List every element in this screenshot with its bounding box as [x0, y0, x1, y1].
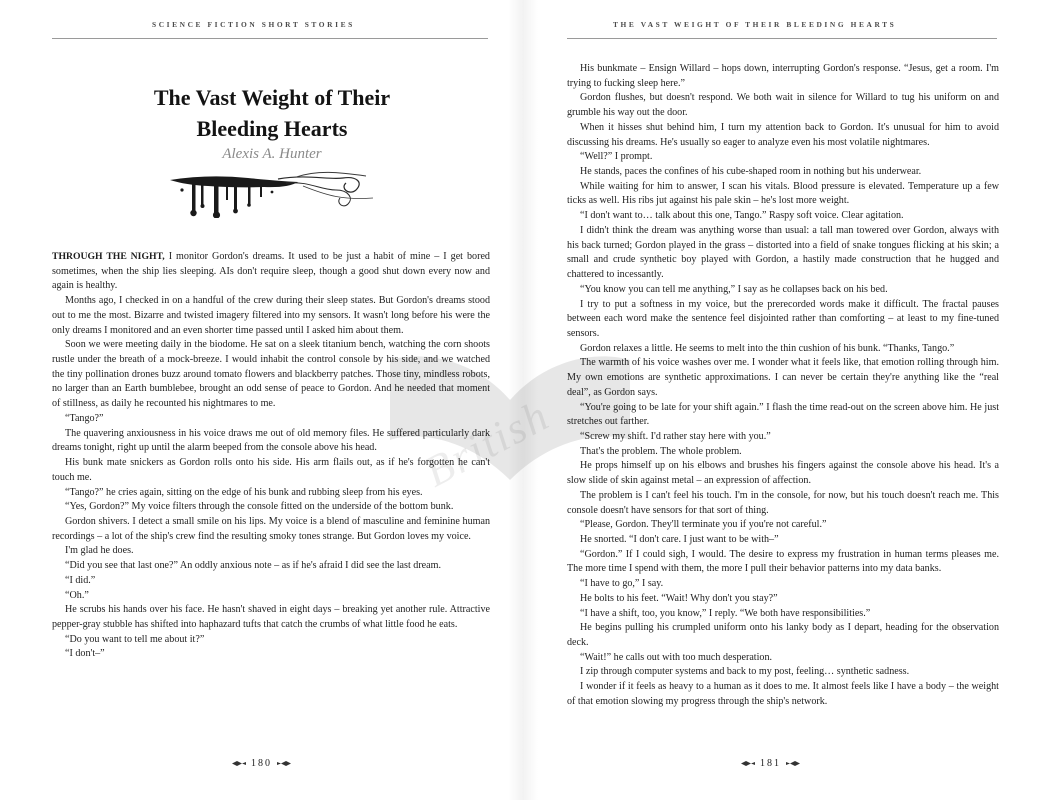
- paragraph: Gordon relaxes a little. He seems to melt into the thin cushion of his bunk. “Thanks, Tango.”: [580, 342, 955, 354]
- paragraph: “I don't–”: [65, 648, 105, 660]
- story-title-line-1: The Vast Weight of Their: [153, 85, 391, 110]
- paragraph: “Yes, Gordon?” My voice filters through the console fitted on the underside of the bottom bunk.: [65, 501, 454, 513]
- paragraph: He stands, paces the confines of his cube-shaped room in nothing but his underwear.: [580, 166, 922, 178]
- page-number-text: 181: [760, 758, 781, 769]
- header-rule-left: [52, 38, 488, 39]
- paragraph: He scrubs his hands over his face. He hasn't shaved in eight days – breaking yet another rule. Attractive pepper-gray stubble has shifted into haphazard tufts that catch the crumbs of what little food he eats.: [52, 604, 490, 630]
- running-head-left: SCIENCE FICTION SHORT STORIES: [152, 20, 355, 29]
- paragraph: “You know you can tell me anything,” I say as he collapses back on his bed.: [580, 283, 888, 295]
- paragraph: “Oh.”: [65, 589, 89, 601]
- paragraph: When it hisses shut behind him, I turn my attention back to Gordon. It's unusual for him to avoid discussing his dreams. He's usually so eager to analyze even his most volatile nightmares.: [567, 121, 999, 148]
- paragraph: He bolts to his feet. “Wait! Why don't you stay?”: [580, 592, 778, 604]
- paragraph: I zip through computer systems and back to my post, feeling… synthetic sadness.: [580, 666, 910, 678]
- right-page-body-text: [567, 62, 999, 710]
- paragraph: “I have a shift, too, you know,” I reply. “We both have responsibilities.”: [580, 607, 871, 619]
- paragraph: “Please, Gordon. They'll terminate you if you're not careful.”: [580, 519, 827, 531]
- page-number-left: [232, 758, 291, 769]
- paragraph: While waiting for him to answer, I scan his vitals. Blood pressure is elevated. Temperature up a few ticks as well. His ribs jut against his pale skin – he's lost more weight.: [567, 180, 999, 207]
- right-page: [523, 0, 1046, 800]
- paragraph: “Gordon.” If I could sigh, I would. The desire to express my frustration in human terms pleases me. The more time I spend with them, the more I pull their behavior patterns into my data banks.: [567, 548, 999, 575]
- paragraph: Months ago, I checked in on a handful of the crew during their sleep states. But Gordon's dreams stood out to me the most. Bizarre and twisted imagery filtered into my sensors. It wasn't long before his were the only dreams I monitored and an even shorter time passed until I asked him about them.: [52, 295, 490, 336]
- paragraph: The problem is I can't feel his touch. I'm in the console, for now, but his touch doesn't reach me. This console doesn't have sensors for that sort of thing.: [567, 489, 999, 516]
- paragraph: “I don't want to… talk about this one, Tango.” Raspy soft voice. Clear agitation.: [580, 210, 904, 222]
- opening-paragraph-text: I monitor Gordon's dreams. It used to be just a habit of mine – I get bored sometimes, when the ship lies sleeping. AIs don't require sleep, though a good shut down every now and again is healthy.: [52, 251, 490, 292]
- story-title-line-2: Bleeding Hearts: [196, 116, 348, 141]
- paragraph: I didn't think the dream was anything worse than usual: a tall man towered over Gordon, always with his back turned; Gordon played in the grass – distorted into a field of snake tongues flicking at his skin; a small and crude synthetic boy played with Gordon, a hastily made construction that he hugged and chattered to incessantly.: [567, 224, 999, 281]
- paragraph: “Tango?” he cries again, sitting on the edge of his bunk and rubbing sleep from his eyes.: [65, 486, 423, 498]
- lead-in-text: THROUGH THE NIGHT,: [52, 251, 165, 262]
- paragraph: “I did.”: [65, 574, 96, 586]
- paragraph: He snorted. “I don't care. I just want to be with–”: [580, 534, 779, 545]
- header-rule-right: [567, 38, 997, 39]
- paragraph: “You're going to be late for your shift again.” I flash the time read-out on the screen above him. He just stretches out farther.: [567, 401, 999, 428]
- paragraph: His bunkmate – Ensign Willard – hops down, interrupting Gordon's response. “Jesus, get a room. I'm trying to fucking sleep here.”: [567, 63, 999, 89]
- paragraph: I wonder if it feels as heavy to a human as it does to me. It almost feels like I have a body – the weight of that emotion slowing my progress through the ship's network.: [567, 681, 999, 707]
- paragraph: That's the problem. The whole problem.: [580, 445, 742, 457]
- paragraph: “Tango?”: [65, 412, 104, 424]
- paragraph: “Wait!” he calls out with too much desperation.: [580, 651, 773, 663]
- paragraph: “Well?” I prompt.: [580, 151, 653, 163]
- paragraph: He begins pulling his crumpled uniform onto his lanky body as I depart, heading for the observation deck.: [567, 622, 999, 649]
- page-number-right: [741, 758, 800, 769]
- paragraph: “Did you see that last one?” An oddly anxious note – as if he's afraid I did see the last dream.: [65, 560, 442, 572]
- paragraph: The quavering anxiousness in his voice draws me out of old memory files. He suffered particularly dark dreams tonight, right up until the alarm beeped from the console above his head.: [52, 427, 490, 454]
- folio-ornament-icon: [741, 760, 755, 767]
- ink-splatter-ornament: [168, 168, 378, 218]
- paragraph: His bunk mate snickers as Gordon rolls onto his side. His arm flails out, as if he's forgotten he can't touch me.: [52, 457, 490, 483]
- paragraph: “I have to go,” I say.: [580, 578, 664, 590]
- watermark-text: British: [416, 390, 558, 497]
- running-head-right: THE VAST WEIGHT OF THEIR BLEEDING HEARTS: [613, 20, 897, 29]
- paragraph: Gordon shivers. I detect a small smile on his lips. My voice is a blend of masculine and feminine human recordings – a lot of the ship's crew find the resulting smoky tones strange. But Gordon loves my voice.: [52, 515, 490, 542]
- folio-ornament-icon: [277, 760, 291, 767]
- folio-ornament-icon: [232, 760, 246, 767]
- paragraph: I try to put a softness in my voice, but the prerecorded words make it difficult. The fractal pauses between each word make the sentence feel disjointed rather than comforting – at least to my fine-tuned sensors.: [567, 298, 999, 339]
- paragraph: He props himself up on his elbows and brushes his fingers against the console above his head. It's a slow slide of skin against metal – an expression of affection.: [567, 460, 999, 487]
- paragraph: “Screw my shift. I'd rather stay here with you.”: [580, 430, 771, 442]
- paragraph: “Do you want to tell me about it?”: [65, 633, 205, 645]
- left-page-body-text: [52, 250, 490, 662]
- page-number-text: 180: [251, 758, 272, 769]
- paragraph: Gordon flushes, but doesn't respond. We both wait in silence for Willard to tug his uniform on and grumble his way out the door.: [567, 92, 999, 119]
- opening-paragraph: [52, 250, 490, 294]
- paragraph: I'm glad he does.: [65, 545, 134, 557]
- folio-ornament-icon: [786, 760, 800, 767]
- paragraph: The warmth of his voice washes over me. I wonder what it feels like, that emotion rolling through him. My own emotions are synthetic approximations. I can never be certain they're anything like the “real deal”, as Gordon says.: [567, 357, 999, 398]
- story-title: [52, 82, 492, 144]
- author-name: Alexis A. Hunter: [222, 146, 322, 162]
- paragraph: Soon we were meeting daily in the biodome. He sat on a sleek titanium bench, watching the corn shoots rustle under the breath of a mock-breeze. I would inhabit the control console by his side, and we watched the tiny pollination drones buzz around tomato flowers and blackberry patches. Those tiny, mindless robots, no larger than an Earth bumblebee, brought an odd sense of peace to Gordon. And he needed that moment of stillness, as daily he recounted his nightmares to me.: [52, 339, 490, 410]
